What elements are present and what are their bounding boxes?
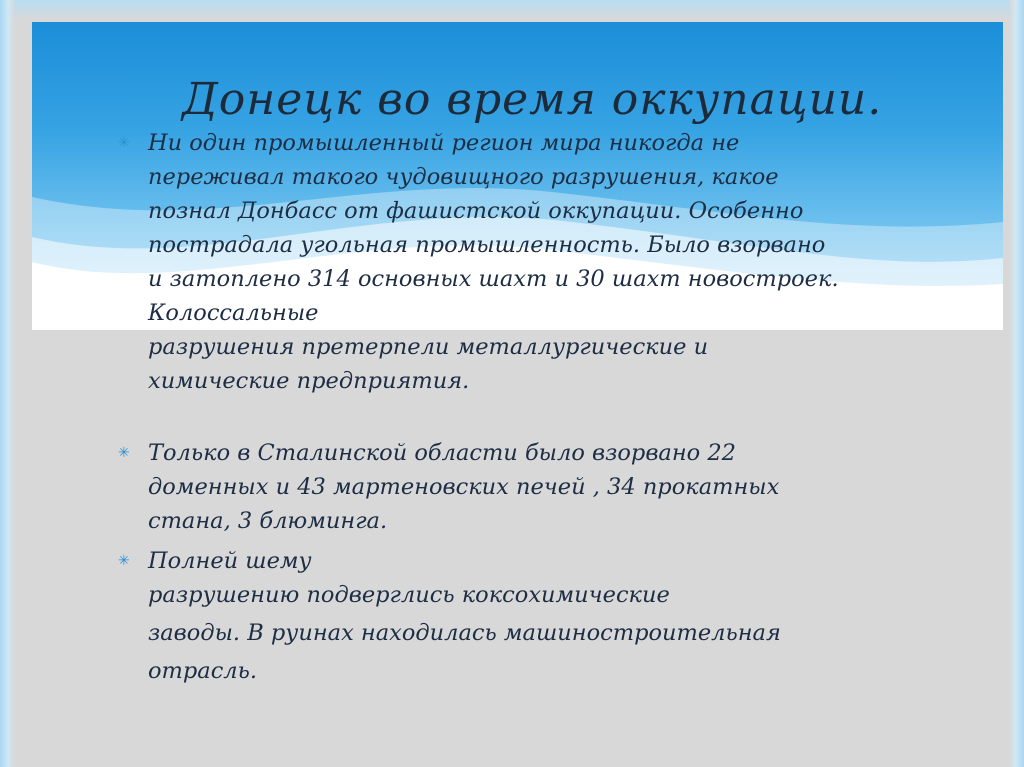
bullet-line: познал Донбасс от фашистской оккупации. Особенно <box>148 198 804 224</box>
bullet-star-icon: ✳ <box>118 135 130 151</box>
slide-top-edge <box>0 0 1024 20</box>
bullet-line: переживал такого чудовищного разрушения, какое <box>148 164 779 190</box>
bullet-line: и затоплено 314 основных шахт и 30 шахт новостроек. <box>148 266 839 292</box>
slide-content <box>118 126 938 712</box>
bullet-line: стана, 3 блюминга. <box>148 508 388 534</box>
bullet-line: пострадала угольная промышленность. Было взорвано <box>148 232 826 258</box>
slide-right-edge <box>1010 0 1024 767</box>
bullet-item <box>118 544 938 688</box>
bullet-line: Только в Сталинской области было взорвано 22 <box>148 440 736 466</box>
bullet-star-icon: ✳ <box>118 445 130 461</box>
bullet-line: заводы. В руинах находилась машиностроительная <box>148 620 781 646</box>
bullet-item <box>118 126 938 398</box>
bullet-line: разрушению подверглись коксохимические <box>148 582 670 608</box>
bullet-line: разрушения претерпели металлургические и <box>148 334 709 360</box>
bullet-line: Ни один промышленный регион мира никогда не <box>148 130 740 156</box>
bullet-line: Полней шему <box>148 548 312 574</box>
bullet-line: отрасль. <box>148 658 258 684</box>
bullet-line: Колоссальные <box>148 300 319 326</box>
slide-title: Донецк во время оккупации. <box>182 74 883 125</box>
bullet-line: химические предприятия. <box>148 368 470 394</box>
bullet-item <box>118 436 938 538</box>
bullet-star-icon: ✳ <box>118 553 130 569</box>
slide-left-edge <box>0 0 14 767</box>
bullet-line: доменных и 43 мартеновских печей , 34 прокатных <box>148 474 780 500</box>
